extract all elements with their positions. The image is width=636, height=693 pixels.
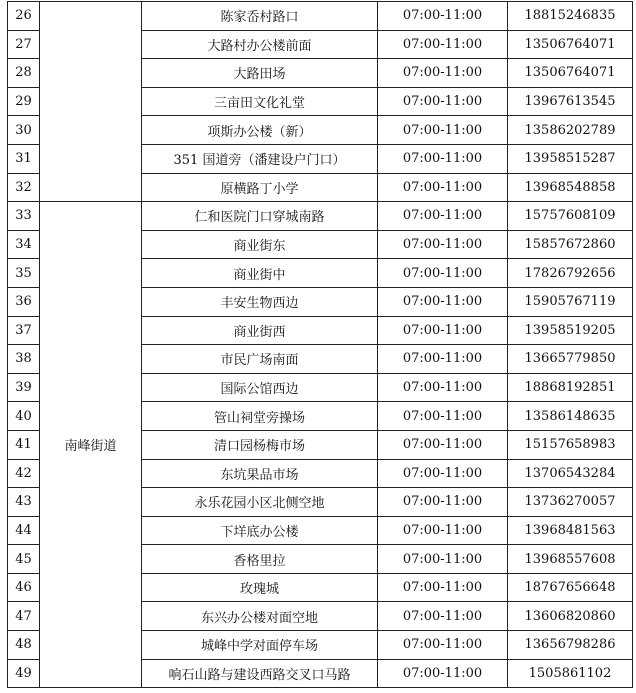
location-cell: 东坑果品市场 xyxy=(142,459,378,488)
location-cell: 丰安生物西边 xyxy=(142,287,378,316)
time-cell: 07:00-11:00 xyxy=(378,459,508,488)
phone-cell: 15905767119 xyxy=(508,287,633,316)
time-cell: 07:00-11:00 xyxy=(378,488,508,517)
location-cell: 清口园杨梅市场 xyxy=(142,430,378,459)
time-cell: 07:00-11:00 xyxy=(378,373,508,402)
phone-cell: 13968481563 xyxy=(508,516,633,545)
location-cell: 仁和医院门口穿城南路 xyxy=(142,202,378,231)
location-cell: 永乐花园小区北侧空地 xyxy=(142,488,378,517)
phone-cell: 13656798286 xyxy=(508,631,633,660)
time-cell: 07:00-11:00 xyxy=(378,316,508,345)
row-number-cell: 36 xyxy=(8,287,40,316)
row-number-cell: 26 xyxy=(8,2,40,31)
location-cell: 大路村办公楼前面 xyxy=(142,30,378,59)
row-number-cell: 31 xyxy=(8,144,40,173)
time-cell: 07:00-11:00 xyxy=(378,402,508,431)
time-cell: 07:00-11:00 xyxy=(378,545,508,574)
row-number-cell: 41 xyxy=(8,430,40,459)
phone-cell: 13586148635 xyxy=(508,402,633,431)
phone-cell: 13665779850 xyxy=(508,345,633,374)
phone-cell: 1505861102 xyxy=(508,659,633,688)
time-cell: 07:00-11:00 xyxy=(378,230,508,259)
phone-cell: 13606820860 xyxy=(508,602,633,631)
location-cell: 项斯办公楼（新） xyxy=(142,116,378,145)
location-cell: 东兴办公楼对面空地 xyxy=(142,602,378,631)
row-number-cell: 37 xyxy=(8,316,40,345)
location-cell: 原横路丁小学 xyxy=(142,173,378,202)
time-cell: 07:00-11:00 xyxy=(378,87,508,116)
location-cell: 管山祠堂旁操场 xyxy=(142,402,378,431)
row-number-cell: 33 xyxy=(8,202,40,231)
area-cell: 南峰街道 xyxy=(40,202,142,688)
row-number-cell: 30 xyxy=(8,116,40,145)
location-cell: 市民广场南面 xyxy=(142,345,378,374)
phone-cell: 13736270057 xyxy=(508,488,633,517)
row-number-cell: 48 xyxy=(8,631,40,660)
table-row xyxy=(8,202,633,231)
phone-cell: 15757608109 xyxy=(508,202,633,231)
time-cell: 07:00-11:00 xyxy=(378,2,508,31)
phone-cell: 15157658983 xyxy=(508,430,633,459)
location-cell: 国际公馆西边 xyxy=(142,373,378,402)
location-cell: 玫瑰城 xyxy=(142,573,378,602)
time-cell: 07:00-11:00 xyxy=(378,659,508,688)
phone-cell: 13968548858 xyxy=(508,173,633,202)
time-cell: 07:00-11:00 xyxy=(378,602,508,631)
location-cell: 351 国道旁（潘建设户门口） xyxy=(142,144,378,173)
time-cell: 07:00-11:00 xyxy=(378,573,508,602)
time-cell: 07:00-11:00 xyxy=(378,30,508,59)
time-cell: 07:00-11:00 xyxy=(378,259,508,288)
time-cell: 07:00-11:00 xyxy=(378,287,508,316)
location-cell: 商业街中 xyxy=(142,259,378,288)
row-number-cell: 47 xyxy=(8,602,40,631)
row-number-cell: 38 xyxy=(8,345,40,374)
collection-point-table xyxy=(7,1,633,688)
phone-cell: 18767656648 xyxy=(508,573,633,602)
phone-cell: 13506764071 xyxy=(508,59,633,88)
time-cell: 07:00-11:00 xyxy=(378,516,508,545)
table-row xyxy=(8,2,633,31)
row-number-cell: 45 xyxy=(8,545,40,574)
row-number-cell: 49 xyxy=(8,659,40,688)
location-cell: 商业街东 xyxy=(142,230,378,259)
time-cell: 07:00-11:00 xyxy=(378,631,508,660)
time-cell: 07:00-11:00 xyxy=(378,202,508,231)
row-number-cell: 44 xyxy=(8,516,40,545)
location-cell: 大路田场 xyxy=(142,59,378,88)
row-number-cell: 46 xyxy=(8,573,40,602)
phone-cell: 13706543284 xyxy=(508,459,633,488)
location-cell: 三亩田文化礼堂 xyxy=(142,87,378,116)
row-number-cell: 27 xyxy=(8,30,40,59)
table-body xyxy=(8,2,633,688)
phone-cell: 13967613545 xyxy=(508,87,633,116)
time-cell: 07:00-11:00 xyxy=(378,430,508,459)
location-cell: 下垟底办公楼 xyxy=(142,516,378,545)
phone-cell: 13506764071 xyxy=(508,30,633,59)
location-cell: 商业街西 xyxy=(142,316,378,345)
row-number-cell: 28 xyxy=(8,59,40,88)
phone-cell: 17826792656 xyxy=(508,259,633,288)
phone-cell: 13586202789 xyxy=(508,116,633,145)
time-cell: 07:00-11:00 xyxy=(378,116,508,145)
location-cell: 城峰中学对面停车场 xyxy=(142,631,378,660)
row-number-cell: 35 xyxy=(8,259,40,288)
time-cell: 07:00-11:00 xyxy=(378,144,508,173)
row-number-cell: 43 xyxy=(8,488,40,517)
phone-cell: 15857672860 xyxy=(508,230,633,259)
location-cell: 陈家岙村路口 xyxy=(142,2,378,31)
row-number-cell: 42 xyxy=(8,459,40,488)
location-cell: 响石山路与建设西路交叉口马路 xyxy=(142,659,378,688)
row-number-cell: 34 xyxy=(8,230,40,259)
phone-cell: 13968557608 xyxy=(508,545,633,574)
row-number-cell: 32 xyxy=(8,173,40,202)
phone-cell: 13958515287 xyxy=(508,144,633,173)
area-cell xyxy=(40,2,142,202)
phone-cell: 13958519205 xyxy=(508,316,633,345)
time-cell: 07:00-11:00 xyxy=(378,173,508,202)
row-number-cell: 29 xyxy=(8,87,40,116)
time-cell: 07:00-11:00 xyxy=(378,59,508,88)
time-cell: 07:00-11:00 xyxy=(378,345,508,374)
row-number-cell: 39 xyxy=(8,373,40,402)
location-cell: 香格里拉 xyxy=(142,545,378,574)
phone-cell: 18868192851 xyxy=(508,373,633,402)
phone-cell: 18815246835 xyxy=(508,2,633,31)
row-number-cell: 40 xyxy=(8,402,40,431)
